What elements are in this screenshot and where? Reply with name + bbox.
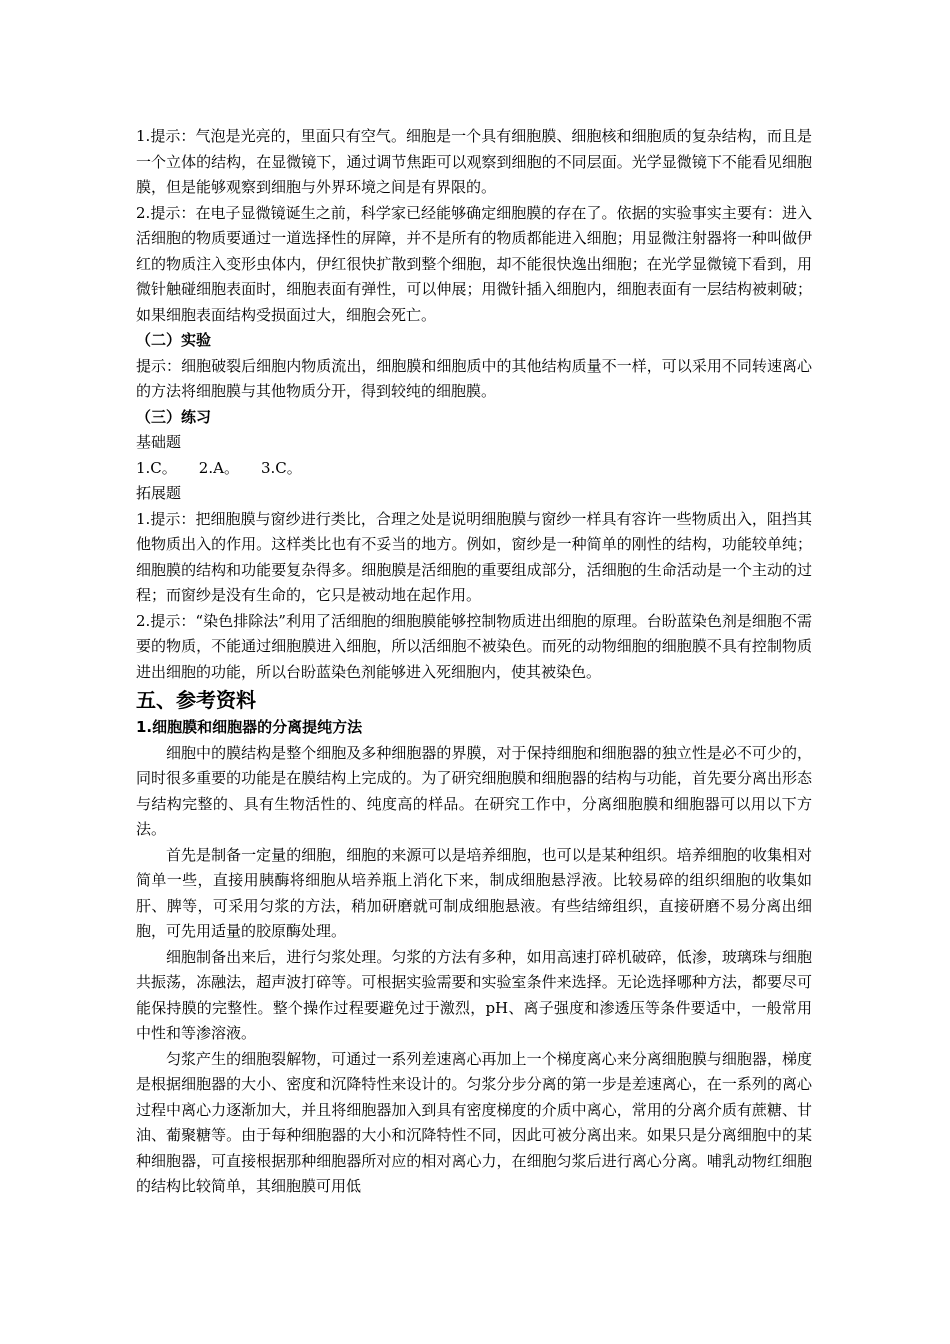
- experiment-heading: （二）实验: [136, 331, 212, 349]
- section-heading: 五、参考资料: [136, 688, 256, 712]
- extension-answer-2: 2.提示：“染色排除法”利用了活细胞的细胞膜能够控制物质进出细胞的原理。台盼蓝染色剂是细胞不需要的物质，不能通过细胞膜进入细胞，所以活细胞不被染色。而死的动物细胞的细胞膜不具有控制物质进出细胞的功能，所以台盼蓝染色剂能够进入死细胞内，使其被染色。: [136, 611, 812, 681]
- reference-paragraph: 细胞中的膜结构是整个细胞及多种细胞器的界膜，对于保持细胞和细胞器的独立性是必不可少的，同时很多重要的功能是在膜结构上完成的。为了研究细胞膜和细胞器的结构与功能，首先要分离出形态与结构完整的、具有生物活性的、纯度高的样品。在研究工作中，分离细胞膜和细胞器可以用以下方法。: [136, 743, 812, 838]
- experiment-text: 提示：细胞破裂后细胞内物质流出，细胞膜和细胞质中的其他结构质量不一样，可以采用不同转速离心的方法将细胞膜与其他物质分开，得到较纯的细胞膜。: [136, 356, 812, 400]
- discussion-answer-2: 2.提示：在电子显微镜诞生之前，科学家已经能够确定细胞膜的存在了。依据的实验事实主要有：进入活细胞的物质要通过一道选择性的屏障，并不是所有的物质都能进入细胞；用显微注射器将一种叫做伊红的物质注入变形虫体内，伊红很快扩散到整个细胞，却不能很快逸出细胞；在光学显微镜下看到，用微针触碰细胞表面时，细胞表面有弹性，可以伸展；用微针插入细胞内，细胞表面有一层结构被刺破；如果细胞表面结构受损面过大，细胞会死亡。: [136, 203, 812, 324]
- practice-heading: （三）练习: [136, 407, 212, 426]
- sub-heading: 1.细胞膜和细胞器的分离提纯方法: [136, 718, 363, 736]
- discussion-answer-1: 1.提示：气泡是光亮的，里面只有空气。细胞是一个具有细胞膜、细胞核和细胞质的复杂结构，而且是一个立体的结构，在显微镜下，通过调节焦距可以观察到细胞的不同层面。光学显微镜下不能看见细胞膜，但是能够观察到细胞与外界环境之间是有界限的。: [136, 127, 812, 196]
- extension-answer-1: 1.提示：把细胞膜与窗纱进行类比，合理之处是说明细胞膜与窗纱一样具有容许一些物质出入，阻挡其他物质出入的作用。这样类比也有不妥当的地方。例如，窗纱是一种简单的刚性的结构，功能较单纯；细胞膜的结构和功能要复杂得多。细胞膜是活细胞的重要组成部分，活细胞的生命活动是一个主动的过程；而窗纱是没有生命的，它只是被动地在起作用。: [136, 509, 812, 604]
- basic-label: 基础题: [136, 433, 182, 451]
- extension-label: 拓展题: [136, 484, 182, 502]
- reference-paragraph: 细胞制备出来后，进行匀浆处理。匀浆的方法有多种，如用高速打碎机破碎，低渗，玻璃珠与细胞共振荡，冻融法，超声波打碎等。可根据实验需要和实验室条件来选择。无论选择哪种方法，都要尽可能保持膜的完整性。整个操作过程要避免过于激烈，pH、离子强度和渗透压等条件要适中，一般常用中性和等渗溶液。: [136, 947, 812, 1042]
- document-page: [136, 124, 812, 1200]
- reference-paragraph: 首先是制备一定量的细胞，细胞的来源可以是培养细胞，也可以是某种组织。培养细胞的收集相对简单一些，直接用胰酶将细胞从培养瓶上消化下来，制成细胞悬浮液。比较易碎的组织细胞的收集如肝、脾等，可采用匀浆的方法，稍加研磨就可制成细胞悬液。有些结缔组织，直接研磨不易分离出细胞，可先用适量的胶原酶处理。: [136, 845, 812, 940]
- basic-answer-2: 2.A。: [198, 458, 239, 477]
- basic-answer-3: 3.C。: [260, 458, 302, 477]
- basic-answer-1: 1.C。: [136, 458, 177, 477]
- reference-paragraph: 匀浆产生的细胞裂解物，可通过一系列差速离心再加上一个梯度离心来分离细胞膜与细胞器，梯度是根据细胞器的大小、密度和沉降特性来设计的。匀浆分步分离的第一步是差速离心，在一系列的离心过程中离心力逐渐加大，并且将细胞器加入到具有密度梯度的介质中离心，常用的分离介质有蔗糖、甘油、葡聚糖等。由于每种细胞器的大小和沉降特性不同，因此可被分离出来。如果只是分离细胞中的某种细胞器，可直接根据那种细胞器所对应的相对离心力，在细胞匀浆后进行离心分离。哺乳动物红细胞的结构比较简单，其细胞膜可用低: [136, 1049, 812, 1195]
- basic-answers: [136, 456, 812, 482]
